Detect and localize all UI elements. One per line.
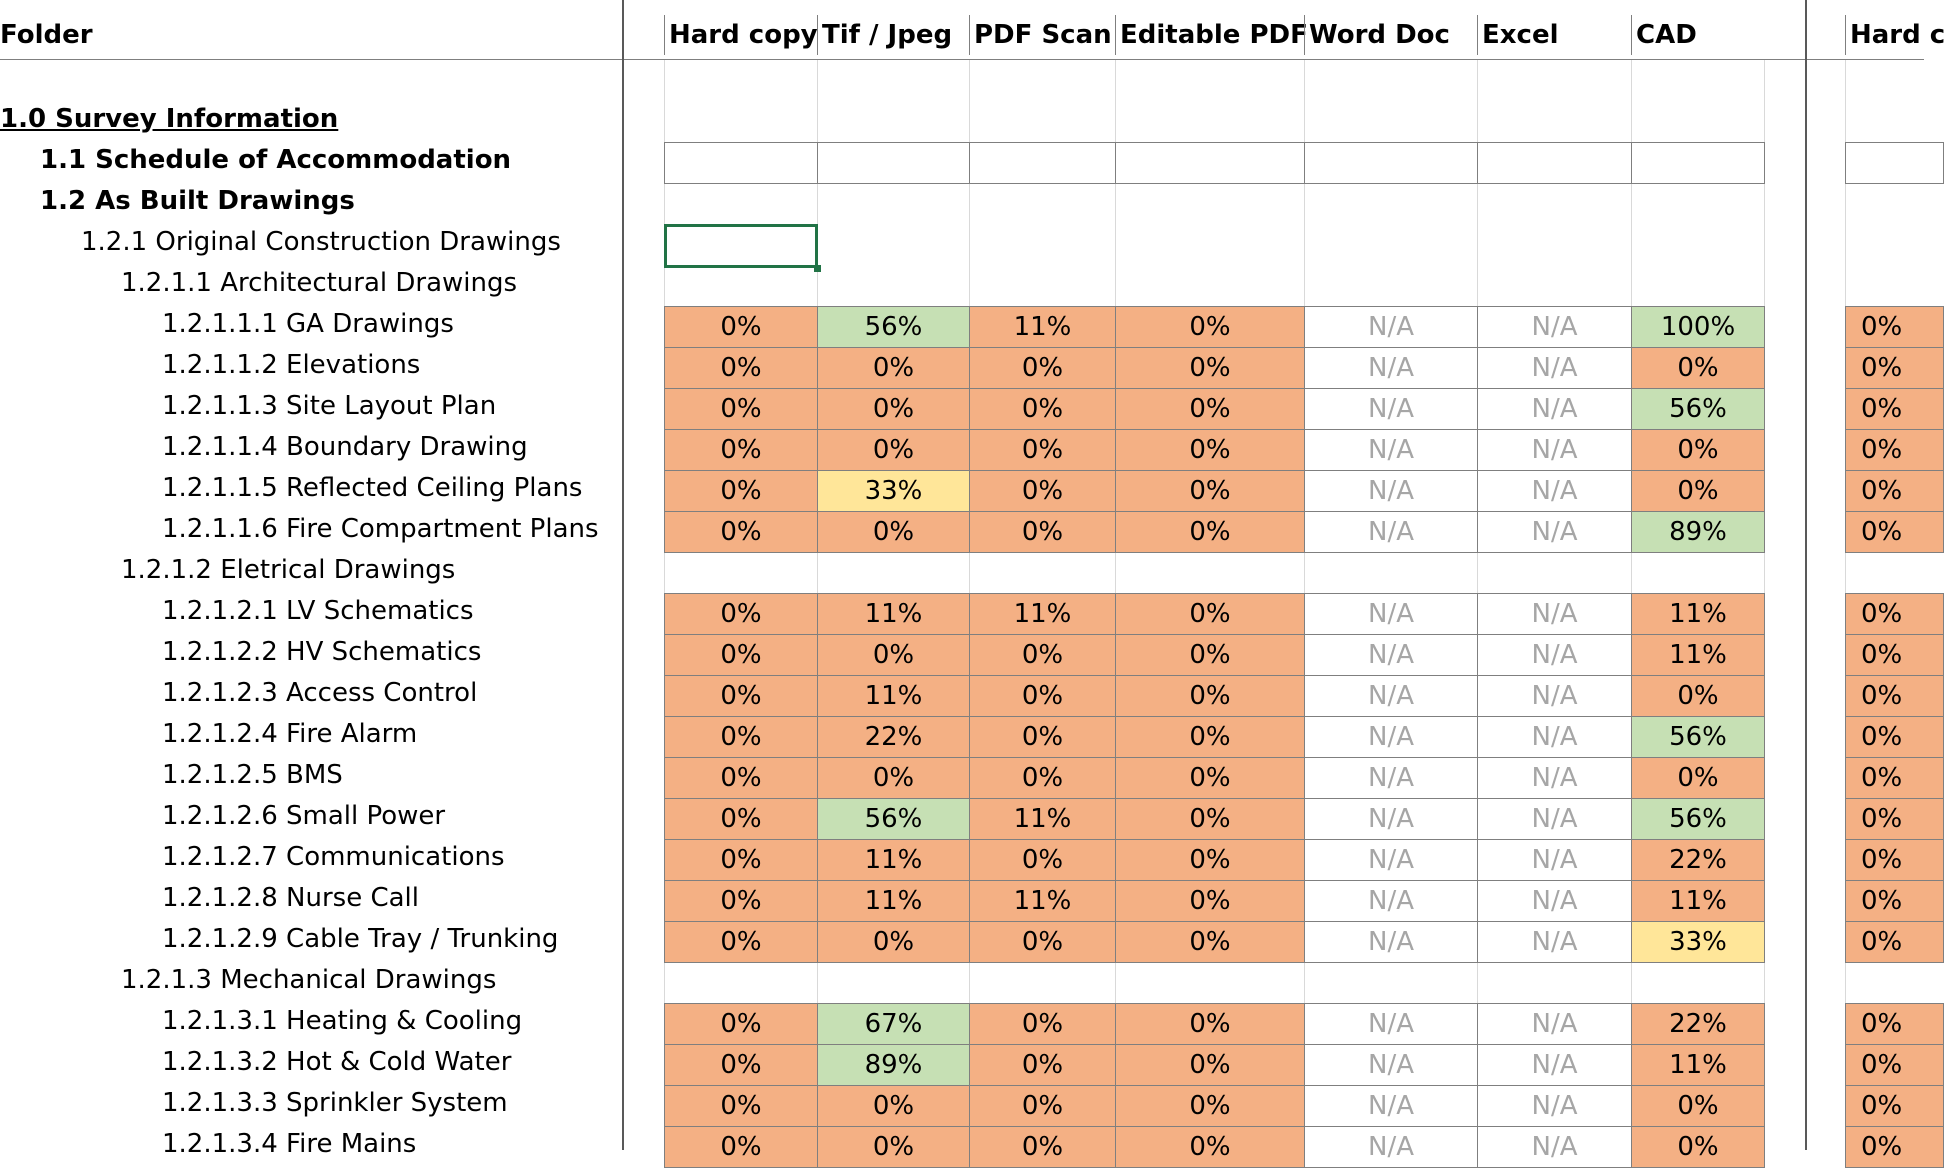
- status-cell[interactable]: [1115, 142, 1305, 184]
- header-column-pdf-scan[interactable]: PDF Scan: [969, 15, 1115, 55]
- folder-label[interactable]: 1.2.1.1.5 Reflected Ceiling Plans: [162, 473, 583, 503]
- status-cell[interactable]: 0%: [1115, 429, 1305, 471]
- status-cell[interactable]: 56%: [817, 798, 970, 840]
- status-cell[interactable]: 0%: [1115, 798, 1305, 840]
- folder-label[interactable]: 1.2.1.3 Mechanical Drawings: [121, 965, 497, 995]
- status-cell[interactable]: N/A: [1304, 757, 1478, 799]
- header-column-excel[interactable]: Excel: [1477, 15, 1631, 55]
- status-cell[interactable]: 0%: [817, 347, 970, 389]
- folder-label[interactable]: 1.2 As Built Drawings: [40, 186, 355, 216]
- status-cell[interactable]: 0%: [817, 511, 970, 553]
- status-cell[interactable]: [1631, 142, 1765, 184]
- status-cell[interactable]: 0%: [664, 880, 818, 922]
- status-cell[interactable]: 0%: [969, 839, 1116, 881]
- status-cell[interactable]: 0%: [817, 429, 970, 471]
- status-cell[interactable]: 0%: [1115, 839, 1305, 881]
- status-cell[interactable]: 0%: [1631, 429, 1765, 471]
- status-cell[interactable]: N/A: [1477, 1126, 1632, 1168]
- status-cell[interactable]: N/A: [1477, 921, 1632, 963]
- status-cell[interactable]: 11%: [1631, 634, 1765, 676]
- fill-handle[interactable]: [814, 265, 821, 272]
- status-cell[interactable]: N/A: [1477, 1003, 1632, 1045]
- status-cell[interactable]: N/A: [1477, 511, 1632, 553]
- status-cell[interactable]: 0%: [969, 634, 1116, 676]
- status-cell[interactable]: 0%: [1115, 757, 1305, 799]
- status-cell-partial[interactable]: 0%: [1845, 798, 1944, 840]
- status-cell[interactable]: 100%: [1631, 306, 1765, 348]
- status-cell[interactable]: N/A: [1304, 593, 1478, 635]
- status-cell-partial[interactable]: 0%: [1845, 593, 1944, 635]
- status-cell[interactable]: N/A: [1304, 347, 1478, 389]
- status-cell-partial[interactable]: 0%: [1845, 757, 1944, 799]
- status-cell[interactable]: 0%: [664, 798, 818, 840]
- folder-label[interactable]: 1.2.1.2 Eletrical Drawings: [121, 555, 456, 585]
- status-cell[interactable]: N/A: [1304, 675, 1478, 717]
- status-cell[interactable]: 33%: [817, 470, 970, 512]
- status-cell-partial[interactable]: [1845, 142, 1944, 184]
- status-cell[interactable]: 0%: [817, 388, 970, 430]
- status-cell[interactable]: 0%: [1115, 675, 1305, 717]
- status-cell[interactable]: N/A: [1304, 1085, 1478, 1127]
- status-cell[interactable]: 11%: [817, 593, 970, 635]
- status-cell[interactable]: 0%: [969, 429, 1116, 471]
- status-cell[interactable]: 0%: [1631, 757, 1765, 799]
- status-cell[interactable]: N/A: [1304, 716, 1478, 758]
- status-cell[interactable]: N/A: [1304, 634, 1478, 676]
- status-cell[interactable]: 0%: [664, 429, 818, 471]
- status-cell[interactable]: N/A: [1477, 306, 1632, 348]
- freeze-pane-divider: [1805, 0, 1807, 1150]
- folder-label[interactable]: 1.2.1.2.6 Small Power: [162, 801, 446, 831]
- status-cell[interactable]: [1304, 142, 1478, 184]
- status-cell[interactable]: N/A: [1477, 634, 1632, 676]
- status-cell[interactable]: 0%: [969, 1003, 1116, 1045]
- status-cell[interactable]: 0%: [817, 1085, 970, 1127]
- status-cell-partial[interactable]: 0%: [1845, 429, 1944, 471]
- status-cell-partial[interactable]: 0%: [1845, 1085, 1944, 1127]
- status-cell[interactable]: 0%: [969, 470, 1116, 512]
- folder-label[interactable]: 1.2.1 Original Construction Drawings: [81, 227, 561, 257]
- status-cell[interactable]: 56%: [1631, 388, 1765, 430]
- status-cell[interactable]: 11%: [969, 306, 1116, 348]
- status-cell[interactable]: 0%: [1115, 593, 1305, 635]
- status-cell[interactable]: 11%: [969, 798, 1116, 840]
- status-cell[interactable]: N/A: [1477, 429, 1632, 471]
- status-cell[interactable]: 0%: [969, 757, 1116, 799]
- status-cell[interactable]: 0%: [969, 1044, 1116, 1086]
- status-cell-partial[interactable]: 0%: [1845, 839, 1944, 881]
- status-cell[interactable]: [817, 142, 970, 184]
- freeze-pane-divider: [622, 0, 624, 1150]
- status-cell[interactable]: 11%: [1631, 1044, 1765, 1086]
- status-cell[interactable]: 56%: [817, 306, 970, 348]
- status-cell[interactable]: 0%: [664, 1003, 818, 1045]
- status-cell[interactable]: 0%: [1115, 880, 1305, 922]
- folder-label[interactable]: 1.2.1.2.3 Access Control: [162, 678, 478, 708]
- status-cell[interactable]: 0%: [1631, 470, 1765, 512]
- header-column-editable-pdf[interactable]: Editable PDF: [1115, 15, 1304, 55]
- status-cell-partial[interactable]: 0%: [1845, 675, 1944, 717]
- status-cell[interactable]: 0%: [969, 388, 1116, 430]
- folder-label[interactable]: 1.2.1.3.2 Hot & Cold Water: [162, 1047, 512, 1077]
- status-cell[interactable]: 0%: [1631, 1085, 1765, 1127]
- status-cell[interactable]: 0%: [1631, 1126, 1765, 1168]
- status-cell[interactable]: N/A: [1477, 716, 1632, 758]
- status-cell[interactable]: 0%: [1115, 306, 1305, 348]
- status-cell[interactable]: 0%: [1115, 1126, 1305, 1168]
- status-cell[interactable]: 56%: [1631, 798, 1765, 840]
- status-cell[interactable]: 0%: [969, 347, 1116, 389]
- status-cell[interactable]: N/A: [1304, 798, 1478, 840]
- status-cell[interactable]: N/A: [1304, 880, 1478, 922]
- folder-label[interactable]: 1.2.1.2.7 Communications: [162, 842, 505, 872]
- status-cell[interactable]: 0%: [1115, 388, 1305, 430]
- header-column-tif-jpeg[interactable]: Tif / Jpeg: [817, 15, 969, 55]
- status-cell[interactable]: 0%: [969, 675, 1116, 717]
- folder-label[interactable]: 1.2.1.1.3 Site Layout Plan: [162, 391, 497, 421]
- status-cell[interactable]: N/A: [1304, 470, 1478, 512]
- status-cell[interactable]: 11%: [1631, 593, 1765, 635]
- status-cell[interactable]: N/A: [1477, 388, 1632, 430]
- status-cell[interactable]: 11%: [969, 880, 1116, 922]
- status-cell[interactable]: 11%: [969, 593, 1116, 635]
- status-cell[interactable]: 0%: [817, 921, 970, 963]
- folder-label[interactable]: 1.2.1.1.6 Fire Compartment Plans: [162, 514, 599, 544]
- status-cell[interactable]: 11%: [1631, 880, 1765, 922]
- header-column-hard-copy[interactable]: Hard copy: [664, 15, 817, 55]
- status-cell[interactable]: 0%: [664, 716, 818, 758]
- status-cell[interactable]: N/A: [1304, 921, 1478, 963]
- status-cell[interactable]: 0%: [969, 716, 1116, 758]
- status-cell[interactable]: 0%: [664, 306, 818, 348]
- status-cell[interactable]: 0%: [1115, 347, 1305, 389]
- status-cell[interactable]: N/A: [1304, 388, 1478, 430]
- status-cell[interactable]: 0%: [664, 1085, 818, 1127]
- folder-label[interactable]: 1.2.1.1.4 Boundary Drawing: [162, 432, 528, 462]
- status-cell[interactable]: 0%: [664, 921, 818, 963]
- status-cell[interactable]: N/A: [1477, 839, 1632, 881]
- status-cell[interactable]: 0%: [1115, 511, 1305, 553]
- header-column-cad[interactable]: CAD: [1631, 15, 1764, 55]
- status-cell[interactable]: 0%: [664, 757, 818, 799]
- status-cell[interactable]: N/A: [1477, 1085, 1632, 1127]
- status-cell-partial[interactable]: 0%: [1845, 634, 1944, 676]
- status-cell[interactable]: [1477, 142, 1632, 184]
- status-cell[interactable]: 0%: [1115, 1003, 1305, 1045]
- status-cell[interactable]: 0%: [664, 839, 818, 881]
- status-cell[interactable]: N/A: [1304, 839, 1478, 881]
- folder-label[interactable]: 1.2.1.3.4 Fire Mains: [162, 1129, 417, 1159]
- status-cell[interactable]: N/A: [1477, 593, 1632, 635]
- status-cell[interactable]: N/A: [1304, 429, 1478, 471]
- status-cell[interactable]: 0%: [664, 388, 818, 430]
- status-cell-partial[interactable]: 0%: [1845, 470, 1944, 512]
- status-cell[interactable]: 0%: [817, 634, 970, 676]
- status-cell[interactable]: 0%: [664, 634, 818, 676]
- status-cell[interactable]: 0%: [664, 593, 818, 635]
- status-cell[interactable]: 0%: [1115, 1044, 1305, 1086]
- header-column-hard-copy-2[interactable]: Hard c: [1845, 15, 1945, 55]
- status-cell-partial[interactable]: 0%: [1845, 880, 1944, 922]
- status-cell[interactable]: 0%: [664, 1126, 818, 1168]
- status-cell[interactable]: N/A: [1477, 880, 1632, 922]
- status-cell[interactable]: 89%: [1631, 511, 1765, 553]
- status-cell[interactable]: 22%: [1631, 839, 1765, 881]
- status-cell[interactable]: 22%: [1631, 1003, 1765, 1045]
- status-cell[interactable]: 0%: [969, 921, 1116, 963]
- status-cell-partial[interactable]: 0%: [1845, 1126, 1944, 1168]
- folder-label[interactable]: 1.2.1.2.4 Fire Alarm: [162, 719, 418, 749]
- status-cell[interactable]: 0%: [664, 470, 818, 512]
- status-cell[interactable]: N/A: [1477, 675, 1632, 717]
- status-cell[interactable]: 0%: [1631, 347, 1765, 389]
- status-cell[interactable]: 0%: [1115, 634, 1305, 676]
- status-cell-partial[interactable]: 0%: [1845, 1044, 1944, 1086]
- status-cell-partial[interactable]: 0%: [1845, 388, 1944, 430]
- folder-label[interactable]: 1.2.1.2.1 LV Schematics: [162, 596, 474, 626]
- status-cell[interactable]: 0%: [664, 675, 818, 717]
- header-bottom-border: [0, 59, 1924, 60]
- status-cell-partial[interactable]: 0%: [1845, 1003, 1944, 1045]
- status-cell-partial[interactable]: 0%: [1845, 306, 1944, 348]
- header-folder: Folder: [0, 20, 93, 50]
- status-cell[interactable]: 0%: [1115, 1085, 1305, 1127]
- folder-label[interactable]: 1.2.1.2.8 Nurse Call: [162, 883, 419, 913]
- folder-label[interactable]: 1.2.1.3.3 Sprinkler System: [162, 1088, 508, 1118]
- status-cell[interactable]: 0%: [664, 347, 818, 389]
- status-cell[interactable]: 0%: [1115, 716, 1305, 758]
- status-cell[interactable]: 0%: [817, 1126, 970, 1168]
- status-cell[interactable]: 22%: [817, 716, 970, 758]
- status-cell[interactable]: N/A: [1304, 306, 1478, 348]
- status-cell[interactable]: N/A: [1477, 798, 1632, 840]
- folder-label[interactable]: 1.0 Survey Information: [0, 104, 339, 134]
- folder-label[interactable]: 1.2.1.3.1 Heating & Cooling: [162, 1006, 523, 1036]
- status-cell[interactable]: 11%: [817, 675, 970, 717]
- status-cell[interactable]: [664, 142, 818, 184]
- status-cell[interactable]: N/A: [1304, 1003, 1478, 1045]
- status-cell[interactable]: 56%: [1631, 716, 1765, 758]
- header-column-word-doc[interactable]: Word Doc: [1304, 15, 1477, 55]
- folder-label[interactable]: 1.2.1.1 Architectural Drawings: [121, 268, 518, 298]
- status-cell[interactable]: [969, 142, 1116, 184]
- status-cell[interactable]: 0%: [969, 1085, 1116, 1127]
- folder-label[interactable]: 1.2.1.2.9 Cable Tray / Trunking: [162, 924, 559, 954]
- folder-label[interactable]: 1.2.1.1.2 Elevations: [162, 350, 421, 380]
- status-cell[interactable]: 0%: [1115, 470, 1305, 512]
- status-cell[interactable]: 0%: [664, 1044, 818, 1086]
- status-cell-partial[interactable]: 0%: [1845, 716, 1944, 758]
- status-cell[interactable]: 0%: [969, 1126, 1116, 1168]
- folder-label[interactable]: 1.2.1.1.1 GA Drawings: [162, 309, 454, 339]
- status-cell[interactable]: N/A: [1477, 470, 1632, 512]
- selected-cell[interactable]: [664, 224, 818, 268]
- status-cell[interactable]: 67%: [817, 1003, 970, 1045]
- status-cell[interactable]: N/A: [1304, 511, 1478, 553]
- status-cell[interactable]: N/A: [1477, 347, 1632, 389]
- folder-label[interactable]: 1.2.1.2.2 HV Schematics: [162, 637, 482, 667]
- status-cell[interactable]: 0%: [817, 757, 970, 799]
- status-cell[interactable]: 0%: [664, 511, 818, 553]
- status-cell[interactable]: 0%: [1115, 921, 1305, 963]
- status-cell-partial[interactable]: 0%: [1845, 347, 1944, 389]
- status-cell-partial[interactable]: 0%: [1845, 511, 1944, 553]
- status-cell[interactable]: N/A: [1304, 1126, 1478, 1168]
- status-cell[interactable]: N/A: [1477, 1044, 1632, 1086]
- status-cell[interactable]: N/A: [1304, 1044, 1478, 1086]
- status-cell[interactable]: 11%: [817, 880, 970, 922]
- status-cell[interactable]: 0%: [969, 511, 1116, 553]
- folder-label[interactable]: 1.1 Schedule of Accommodation: [40, 145, 512, 175]
- status-cell[interactable]: 33%: [1631, 921, 1765, 963]
- status-cell[interactable]: N/A: [1477, 757, 1632, 799]
- status-cell[interactable]: 11%: [817, 839, 970, 881]
- folder-label[interactable]: 1.2.1.2.5 BMS: [162, 760, 343, 790]
- status-cell[interactable]: 89%: [817, 1044, 970, 1086]
- status-cell[interactable]: 0%: [1631, 675, 1765, 717]
- status-cell-partial[interactable]: 0%: [1845, 921, 1944, 963]
